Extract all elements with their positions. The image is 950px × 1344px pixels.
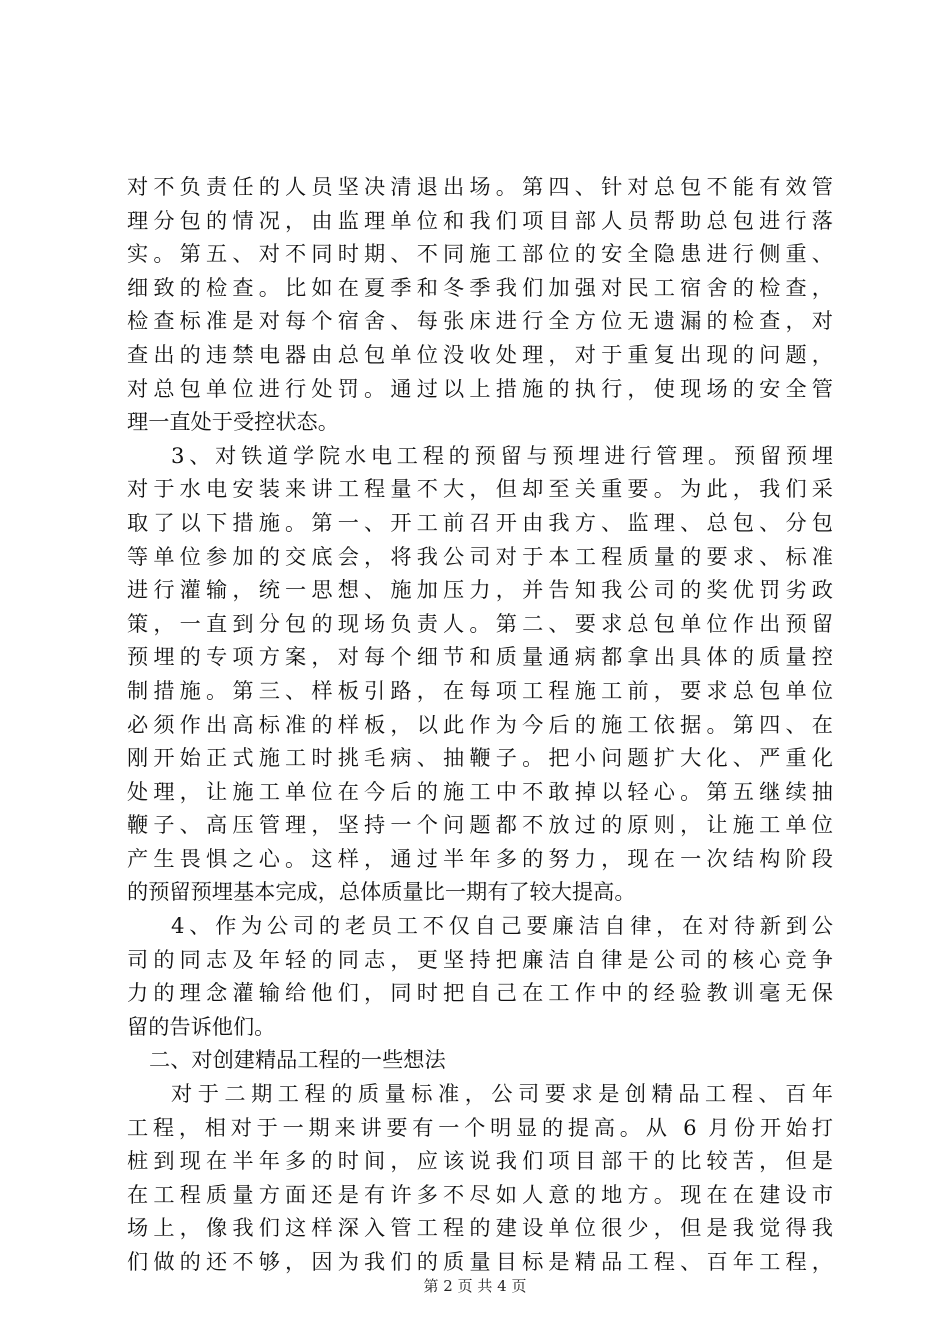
text-line: 对总包单位进行处罚。通过以上措施的执行，使现场的安全管 [127, 375, 833, 401]
paragraph-start-line: 3、对铁道学院水电工程的预留与预埋进行管理。预留预埋 [171, 442, 833, 468]
document-body [127, 170, 833, 1279]
text-line: 预埋的专项方案，对每个细节和质量通病都拿出具体的质量控 [127, 644, 833, 670]
text-line: 理分包的情况，由监理单位和我们项目部人员帮助总包进行落 [127, 207, 833, 233]
text-line: 对于水电安装来讲工程量不大，但却至关重要。为此，我们采 [127, 476, 833, 502]
text-line: 制措施。第三、样板引路，在每项工程施工前，要求总包单位 [127, 677, 833, 703]
text-line: 工程，相对于一期来讲要有一个明显的提高。从 6 月份开始打 [127, 1114, 833, 1140]
text-line: 处理，让施工单位在今后的施工中不敢掉以轻心。第五继续抽 [127, 778, 833, 804]
text-line: 必须作出高标准的样板，以此作为今后的施工依据。第四、在 [127, 711, 833, 737]
text-line: 在工程质量方面还是有许多不尽如人意的地方。现在在建设市 [127, 1181, 833, 1207]
text-line: 鞭子、高压管理，坚持一个问题都不放过的原则，让施工单位 [127, 812, 833, 838]
text-line: 刚开始正式施工时挑毛病、抽鞭子。把小问题扩大化、严重化 [127, 745, 833, 771]
text-line: 桩到现在半年多的时间，应该说我们项目部干的比较苦，但是 [127, 1148, 833, 1174]
paragraph-start-line: 4、作为公司的老员工不仅自己要廉洁自律，在对待新到公 [171, 913, 833, 939]
text-line: 实。第五、对不同时期、不同施工部位的安全隐患进行侧重、 [127, 241, 833, 267]
text-line: 策，一直到分包的现场负责人。第二、要求总包单位作出预留 [127, 610, 833, 636]
paragraph-start-line: 对于二期工程的质量标准，公司要求是创精品工程、百年 [171, 1081, 833, 1107]
text-line: 场上，像我们这样深入管工程的建设单位很少，但是我觉得我 [127, 1215, 833, 1241]
text-line: 力的理念灌输给他们，同时把自己在工作中的经验教训毫无保 [127, 980, 833, 1006]
text-line: 的预留预埋基本完成，总体质量比一期有了较大提高。 [127, 879, 636, 905]
text-line: 对不负责任的人员坚决清退出场。第四、针对总包不能有效管 [127, 174, 833, 199]
text-line: 司的同志及年轻的同志，更坚持把廉洁自律是公司的核心竞争 [127, 946, 833, 972]
text-line: 留的告诉他们。 [127, 1013, 276, 1039]
text-line: 产生畏惧之心。这样，通过半年多的努力，现在一次结构阶段 [127, 845, 833, 871]
section-heading: 二、对创建精品工程的一些想法 [149, 1047, 446, 1073]
text-line: 细致的检查。比如在夏季和冬季我们加强对民工宿舍的检查， [127, 274, 833, 300]
text-line: 查出的违禁电器由总包单位没收处理，对于重复出现的问题， [127, 341, 833, 367]
text-line: 进行灌输，统一思想、施加压力，并告知我公司的奖优罚劣政 [127, 577, 833, 603]
text-line: 等单位参加的交底会，将我公司对于本工程质量的要求、标准 [127, 543, 833, 569]
page-number-footer: 第 2 页 共 4 页 [423, 1277, 527, 1295]
text-line: 理一直处于受控状态。 [127, 409, 339, 435]
text-line: 检查标准是对每个宿舍、每张床进行全方位无遗漏的检查，对 [127, 308, 833, 334]
text-line: 取了以下措施。第一、开工前召开由我方、监理、总包、分包 [127, 509, 833, 535]
text-line: 们做的还不够，因为我们的质量目标是精品工程、百年工程， [127, 1249, 833, 1274]
